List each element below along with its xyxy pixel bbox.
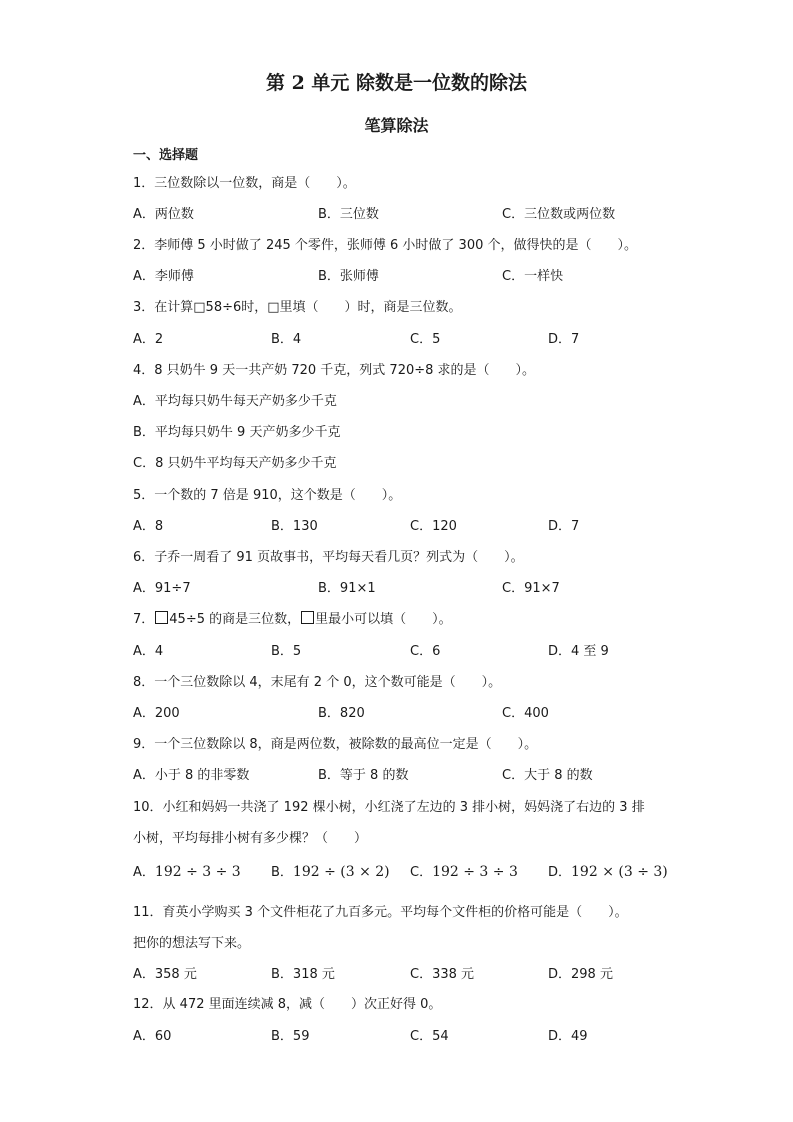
question-3: 3．在计算□58÷6时，□里填（ ）时，商是三位数。 [133,300,462,315]
q7-text-mid: 45÷5 的商是三位数， [169,612,301,627]
q10-option-d [548,861,668,880]
q4-option-b: B．平均每只奶牛 9 天产奶多少千克 [133,425,341,440]
q8-option-a: A．200 [133,706,180,721]
question-4: 4．8 只奶牛 9 天一共产奶 720 千克，列式 720÷8 求的是（ ）。 [133,363,536,378]
question-12: 12．从 472 里面连续减 8，减（ ）次正好得 0。 [133,997,442,1012]
q10-expr-a: 192 ÷ 3 ÷ 3 [154,864,241,880]
q3-option-d: D．7 [548,332,580,347]
q8-option-b: B．820 [318,706,365,721]
page-title: 第 2 单元 除数是一位数的除法 [265,72,528,94]
q7-option-c: C．6 [410,644,441,659]
question-10-line-1: 10．小红和妈妈一共浇了 192 棵小树，小红浇了左边的 3 排小树，妈妈浇了右边的 3 排 [133,800,645,815]
q2-option-a: A．李师傅 [133,269,194,284]
q10-label-a: A． [133,865,155,880]
q11-option-a: A．358 元 [133,967,197,982]
q12-option-d: D．49 [548,1029,588,1044]
question-2: 2．李师傅 5 小时做了 245 个零件，张师傅 6 小时做了 300 个，做得快的是（ ）。 [133,238,637,253]
q10-option-c [410,861,518,880]
q1-option-c: C．三位数或两位数 [502,207,616,222]
section-heading: 一、选择题 [133,148,199,163]
question-11-line-1: 11．育英小学购买 3 个文件柜花了九百多元。平均每个文件柜的价格可能是（ ）。 [133,905,628,920]
q11-option-d: D．298 元 [548,967,613,982]
q10-label-d: D． [548,865,572,880]
q9-option-b: B．等于 8 的数 [318,768,409,783]
q5-option-a: A．8 [133,519,164,534]
q11-option-c: C．338 元 [410,967,475,982]
q7-option-d: D．4 至 9 [548,644,609,659]
q6-option-c: C．91×7 [502,581,560,596]
q3-option-c: C．5 [410,332,441,347]
q10-expr-d: 192 × (3 ÷ 3) [571,864,668,880]
question-6: 6．子乔一周看了 91 页故事书，平均每天看几页？列式为（ ）。 [133,550,524,565]
q7-option-a: A．4 [133,644,164,659]
q9-option-c: C．大于 8 的数 [502,768,593,783]
q10-option-a [133,861,241,880]
q3-option-a: A．2 [133,332,164,347]
q12-option-a: A．60 [133,1029,172,1044]
q2-option-b: B．张师傅 [318,269,379,284]
q5-option-b: B．130 [271,519,318,534]
question-1: 1．三位数除以一位数，商是（ ）。 [133,176,356,191]
q1-option-a: A．两位数 [133,207,194,222]
q4-option-a: A．平均每只奶牛每天产奶多少千克 [133,394,337,409]
q6-option-a: A．91÷7 [133,581,191,596]
question-11-line-2: 把你的想法写下来。 [133,936,251,951]
question-8: 8．一个三位数除以 4，末尾有 2 个 0，这个数可能是（ ）。 [133,675,502,690]
blank-box-icon [301,611,314,624]
q10-label-c: C． [410,865,433,880]
q5-option-d: D．7 [548,519,580,534]
question-10-line-2: 小树，平均每排小树有多少棵？（ ） [133,831,368,846]
question-5: 5．一个数的 7 倍是 910，这个数是（ ）。 [133,488,402,503]
q7-option-b: B．5 [271,644,302,659]
q10-expr-c: 192 ÷ 3 ÷ 3 [432,864,518,880]
q7-text-end: 里最小可以填（ ）。 [315,612,452,627]
q7-number: 7． [133,612,155,627]
page-subtitle: 笔算除法 [364,116,429,135]
q12-option-c: C．54 [410,1029,449,1044]
q2-option-c: C．一样快 [502,269,564,284]
q12-option-b: B．59 [271,1029,310,1044]
q5-option-c: C．120 [410,519,457,534]
blank-box-icon [155,611,168,624]
q11-option-b: B．318 元 [271,967,335,982]
q10-label-b: B． [271,865,293,880]
q9-option-a: A．小于 8 的非零数 [133,768,250,783]
question-7 [133,608,452,627]
q8-option-c: C．400 [502,706,549,721]
q10-expr-b: 192 ÷ (3 × 2) [292,864,390,880]
q10-option-b [271,861,390,880]
question-9: 9．一个三位数除以 8，商是两位数，被除数的最高位一定是（ ）。 [133,737,538,752]
q6-option-b: B．91×1 [318,581,376,596]
q3-option-b: B．4 [271,332,302,347]
q1-option-b: B．三位数 [318,207,379,222]
q4-option-c: C．8 只奶牛平均每天产奶多少千克 [133,456,337,471]
